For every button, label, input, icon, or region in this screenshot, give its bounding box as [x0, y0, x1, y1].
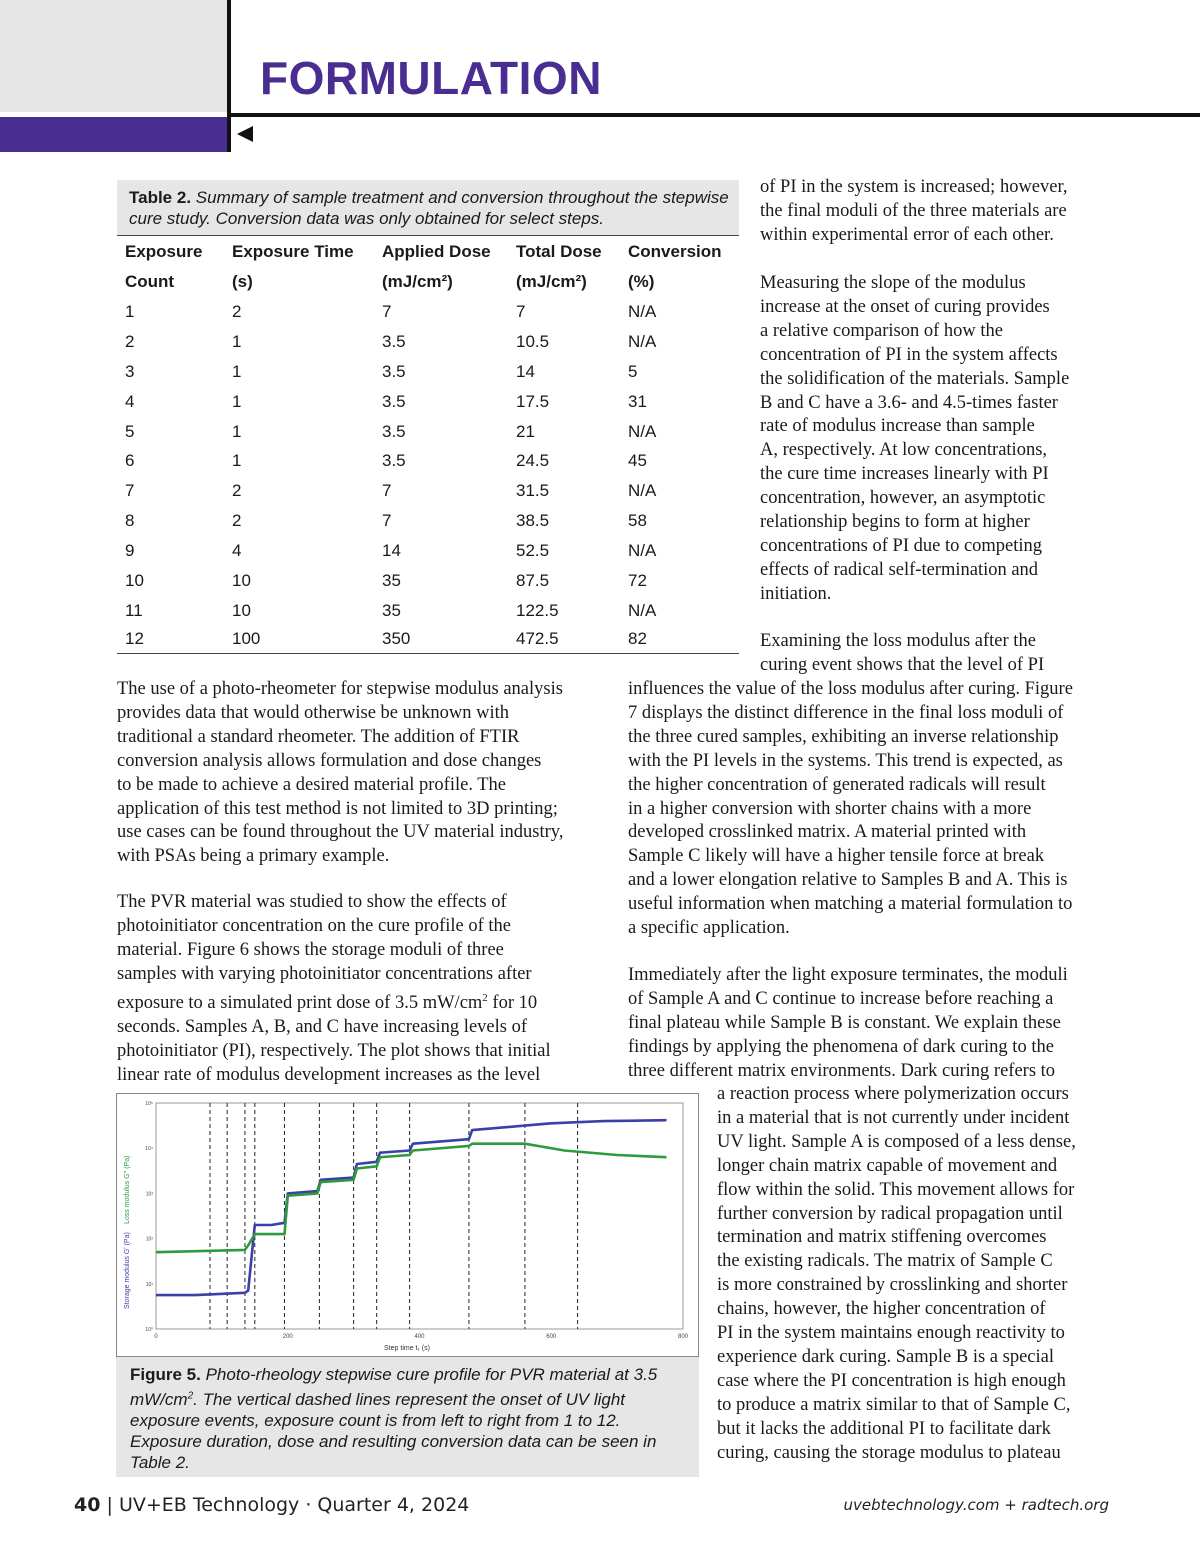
left-paragraph-2 — [117, 891, 617, 1087]
footer-websites[interactable]: uvebtechnology.com + radtech.org — [843, 1496, 1109, 1514]
table-cell: 472.5 — [516, 629, 559, 649]
table-row — [117, 446, 739, 476]
table-cell: 7 — [516, 301, 526, 321]
table-row — [117, 387, 739, 417]
table-cell: 3 — [125, 361, 135, 381]
table-cell: 8 — [125, 511, 135, 531]
publication-name: UV+EB Technology · Quarter 4, 2024 — [118, 1494, 470, 1516]
table-header-row — [117, 267, 739, 297]
table-cell: 10 — [232, 570, 251, 590]
header-horizontal-rule — [231, 113, 1200, 117]
table-cell: 5 — [628, 361, 638, 381]
figure-caption-text — [130, 1365, 657, 1472]
table-caption-text: Summary of sample treatment and conversion throughout the stepwise cure study. Conversion data was only obtained for select steps. — [129, 188, 729, 228]
table-header-cell: (s) — [232, 272, 253, 291]
table-cell: 24.5 — [516, 451, 550, 471]
table-caption-label: Table 2. — [129, 188, 192, 207]
x-tick-label: 400 — [414, 1334, 425, 1340]
table-cell: N/A — [628, 301, 657, 321]
table-cell: 3.5 — [382, 421, 406, 441]
y-tick-label: 10² — [145, 1236, 153, 1243]
table-header-cell: (%) — [628, 272, 655, 291]
table-cell: 3.5 — [382, 451, 406, 471]
header-vertical-rule — [227, 0, 231, 152]
table-row — [117, 626, 739, 654]
section-title: FORMULATION — [260, 52, 602, 104]
table-cell: 21 — [516, 421, 535, 441]
table-cell: 2 — [125, 331, 135, 351]
table-cell: N/A — [628, 481, 657, 501]
y-tick-label: 10⁴ — [145, 1146, 153, 1153]
table-cell: 35 — [382, 600, 401, 620]
conversion-table — [117, 237, 739, 654]
table-cell: 1 — [232, 451, 242, 471]
table-cell: 82 — [628, 629, 647, 649]
table-cell: 10 — [232, 600, 251, 620]
page-number: 40 — [74, 1494, 101, 1516]
table-cell: 14 — [382, 541, 401, 561]
header-gray-block — [0, 0, 227, 112]
x-tick-label: 0 — [154, 1334, 158, 1340]
x-tick-label: 600 — [546, 1334, 557, 1340]
table-cell: 122.5 — [516, 600, 559, 620]
figure-5-chart-frame — [116, 1093, 699, 1357]
table-row — [117, 596, 739, 626]
table-cell: 2 — [232, 511, 242, 531]
middle-paragraph-2: Immediately after the light exposure terminates, the moduli of Sample A and C continue to increase before reaching a final plateau while Sample B is constant. We explain these findings by applying the phenomena of dark curing to the three different matrix environments. Dark curing refers to — [628, 965, 1068, 1081]
table-cell: 2 — [232, 481, 242, 501]
x-tick-label: 200 — [282, 1334, 293, 1340]
table-cell: 350 — [382, 629, 411, 649]
x-tick-label: 800 — [677, 1334, 689, 1340]
table-cell: 1 — [232, 361, 242, 381]
table-row — [117, 566, 739, 596]
table-row — [117, 476, 739, 506]
table-header-cell: Exposure — [125, 242, 203, 261]
table-cell: 58 — [628, 511, 647, 531]
table-cell: 4 — [125, 391, 135, 411]
y-axis-label-storage: Storage modulus G' (Pa) — [124, 1232, 131, 1309]
y-tick-label: 10¹ — [145, 1281, 153, 1288]
table-cell: 31.5 — [516, 481, 550, 501]
table-cell: 1 — [232, 421, 242, 441]
figure-caption — [116, 1357, 699, 1477]
table-cell: 31 — [628, 391, 647, 411]
y-axis-label-loss: Loss modulus G'' (Pa) — [124, 1155, 131, 1224]
table-cell: 72 — [628, 570, 647, 590]
table-row — [117, 327, 739, 357]
table-cell: 7 — [382, 511, 392, 531]
table-cell: 14 — [516, 361, 535, 381]
table-cell: N/A — [628, 421, 657, 441]
table-cell: 100 — [232, 629, 261, 649]
right-paragraph-1: of PI in the system is increased; however, the final moduli of the three materials are within experimental error of each other. — [760, 177, 1068, 245]
table-cell: N/A — [628, 600, 657, 620]
table-cell: 52.5 — [516, 541, 550, 561]
table-cell: 12 — [125, 629, 144, 649]
table-cell: 35 — [382, 570, 401, 590]
back-arrow-icon[interactable] — [237, 126, 253, 142]
table-header-cell: Conversion — [628, 242, 722, 261]
table-header-cell: (mJ/cm²) — [516, 272, 587, 291]
y-tick-label: 10⁵ — [145, 1101, 153, 1107]
table-row — [117, 417, 739, 447]
left-paragraph-2-text-cont: for 10 seconds. Samples A, B, and C have increasing levels of photoinitiator (PI), respectively. The plot shows that initial linear rate of modulus development increases as the level — [117, 992, 551, 1085]
plot-area — [156, 1103, 683, 1329]
footer-left — [74, 1494, 469, 1516]
left-paragraph-1: The use of a photo-rheometer for stepwise modulus analysis provides data that would otherwise be unknown with traditional a standard rheometer. The addition of FTIR conversion analysis allows formulation and dose changes to be made to achieve a desired material profile. The application of this test method is not limited to 3D printing; use cases can be found throughout the UV material industry, with PSAs being a primary example. — [117, 679, 564, 867]
figure-caption-text-part-cont: . The vertical dashed lines represent the onset of UV light exposure events, exposure count is from left to right from 1 to 12. Exposure duration, dose and resulting conversion data can be seen in Table 2. — [130, 1389, 657, 1472]
superscript: 2 — [482, 991, 488, 1004]
y-tick-label: 10³ — [145, 1191, 153, 1198]
table-cell: 1 — [232, 331, 242, 351]
table-cell: 6 — [125, 451, 135, 471]
table-row — [117, 506, 739, 536]
table-cell: 7 — [125, 481, 135, 501]
table-row — [117, 297, 739, 327]
table-cell: 3.5 — [382, 391, 406, 411]
middle-paragraph-1: influences the value of the loss modulus after curing. Figure 7 displays the distinct difference in the final loss moduli of the three cured samples, exhibiting an inverse relationship with the PI levels in the systems. This trend is expected, as the higher concentration of generated radicals will result in a higher conversion with shorter chains with a more developed crosslinked matrix. A material printed with Sample C likely will have a higher tensile force at break and a lower elongation relative to Samples B and A. This is useful information when matching a material formulation to a specific application. — [628, 679, 1073, 939]
right-paragraph-2: Measuring the slope of the modulus increase at the onset of curing provides a relative comparison of how the concentration of PI in the system affects the solidification of the materials. Sample B and C have a 3.6- and 4.5-times faster rate of modulus increase than sample A, respectively. At low concentrations, the cure time increases linearly with PI concentration, however, an asymptotic relationship begins to form at higher concentrations of PI due to competing effects of radical self-termination and initiation. — [760, 273, 1070, 604]
figure-caption-text-part: Photo-rheology stepwise cure profile for PVR material at 3.5 mW/cm — [130, 1365, 658, 1409]
footer-separator: | — [106, 1494, 113, 1516]
table-cell: 3.5 — [382, 361, 406, 381]
table-cell: 9 — [125, 541, 135, 561]
table-cell: 10.5 — [516, 331, 550, 351]
figure-caption-label: Figure 5. — [130, 1365, 201, 1384]
table-cell: 38.5 — [516, 511, 550, 531]
table-cell: 11 — [125, 600, 143, 620]
table-header-cell: Total Dose — [516, 242, 602, 261]
table-cell: 45 — [628, 451, 647, 471]
left-paragraph-2-text: The PVR material was studied to show the effects of photoinitiator concentration on the cure profile of the material. Figure 6 shows the storage moduli of three samples with varying photoinitiator concentrations after exposure to a simulated print dose of 3.5 mW/cm — [117, 892, 532, 1013]
table-cell: 1 — [125, 301, 135, 321]
middle-paragraph-3: a reaction process where polymerization occurs in a material that is not currently under incident UV light. Sample A is composed of a less dense, longer chain matrix capable of movement and flow within the solid. This movement allows for further conversion by radical propagation until termination and matrix stiffening overcomes the existing radicals. The matrix of Sample C is more constrained by crosslinking and shorter chains, however, the higher concentration of PI in the system maintains enough reactivity to experience dark curing. Sample B is a special case where the PI concentration is high enough to produce a matrix similar to that of Sample C, but it lacks the additional PI to facilitate dark curing, causing the storage modulus to plateau — [717, 1084, 1076, 1463]
table-header-cell: Exposure Time — [232, 242, 354, 261]
table-cell: 87.5 — [516, 570, 550, 590]
table-cell: 3.5 — [382, 331, 406, 351]
table-cell: 1 — [232, 391, 242, 411]
table-cell: 17.5 — [516, 391, 550, 411]
table-cell: N/A — [628, 541, 657, 561]
table-caption — [117, 180, 739, 236]
figure-5-chart — [117, 1094, 697, 1355]
x-axis-label: Step time t₁ (s) — [384, 1345, 430, 1352]
table-header-cell: Count — [125, 272, 175, 291]
right-paragraph-3: Examining the loss modulus after the curing event shows that the level of PI — [760, 631, 1045, 675]
table-header-cell: Applied Dose — [382, 242, 491, 261]
y-tick-label: 10⁰ — [145, 1327, 153, 1333]
superscript: 2 — [187, 1390, 194, 1401]
table-cell: 4 — [232, 541, 242, 561]
table-cell: 7 — [382, 481, 392, 501]
table-cell: 10 — [125, 570, 144, 590]
header-purple-bar — [0, 117, 227, 152]
table-row — [117, 536, 739, 566]
table-header-row — [117, 237, 739, 267]
table-row — [117, 357, 739, 387]
table-cell: 2 — [232, 301, 242, 321]
table-cell: 7 — [382, 301, 392, 321]
table-cell: 5 — [125, 421, 135, 441]
table-cell: N/A — [628, 331, 657, 351]
table-header-cell: (mJ/cm²) — [382, 272, 453, 291]
